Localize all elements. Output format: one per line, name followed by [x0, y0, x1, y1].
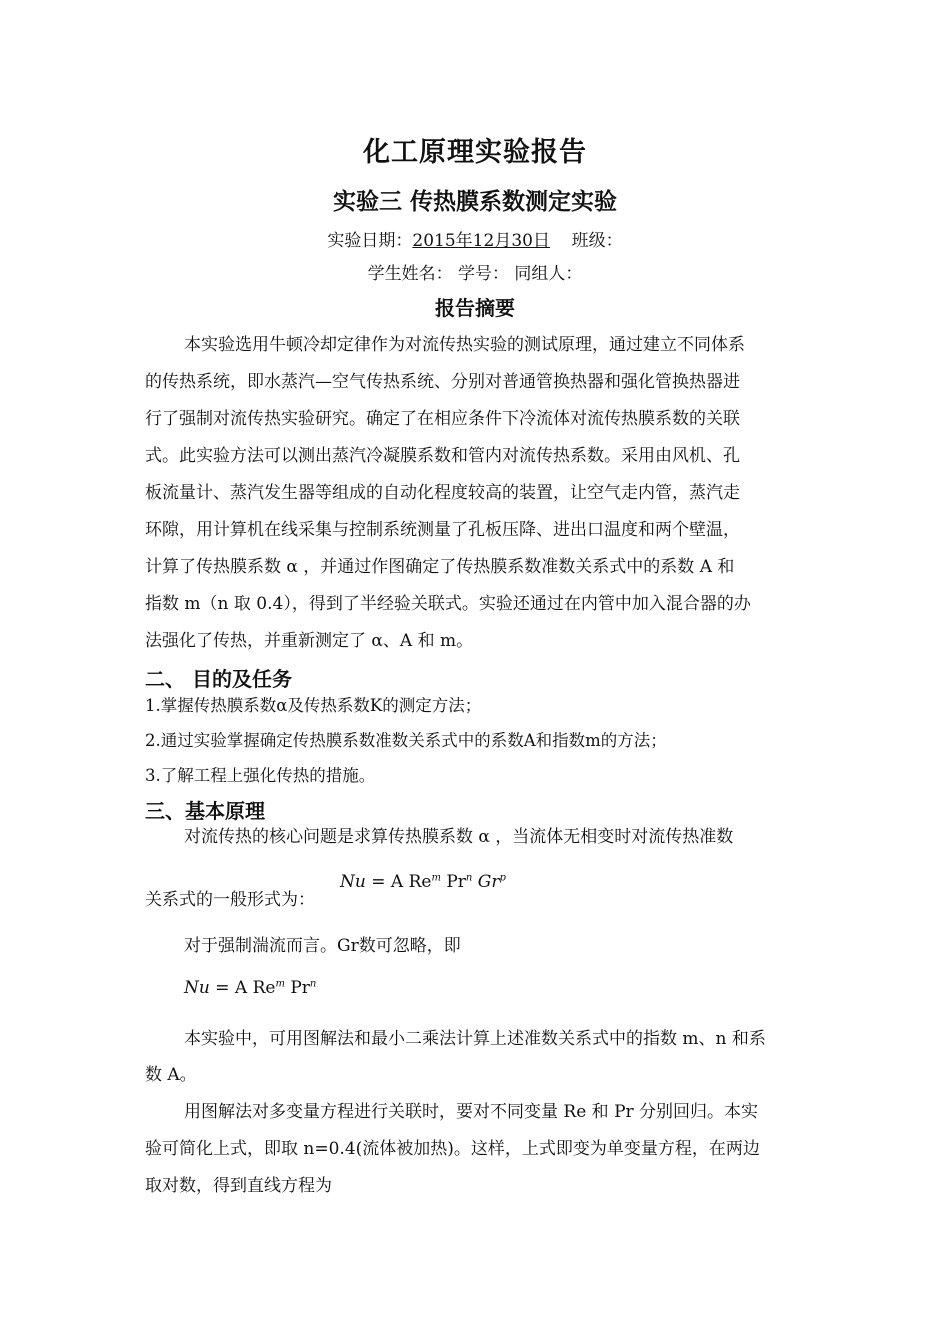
- abstract-line-9: 法强化了传热，并重新测定了 α、A 和 m。: [145, 631, 474, 651]
- task-item-1: 1.掌握传热膜系数α及传热系数K的测定方法；: [145, 696, 482, 715]
- abstract-line-4: 式。此实验方法可以测出蒸汽冷凝膜系数和管内对流传热系数。采用由风机、孔: [145, 446, 740, 466]
- principle-line-5: 验可简化上式，即取 n=0.4(流体被加热)。这样，上式即变为单变量方程，在两边: [145, 1139, 760, 1159]
- principle-line-1-cont: 关系式的一般形式为：: [145, 890, 315, 910]
- formula-general: Nu = A Re$^m$ Pr$^n$ Gr$^p$: [340, 872, 506, 892]
- abstract-line-3: 行了强制对流传热实验研究。确定了在相应条件下冷流体对流传热膜系数的关联: [145, 409, 740, 429]
- abstract-line-6: 环隙，用计算机在线采集与控制系统测量了孔板压降、进出口温度和两个壁温，: [145, 520, 740, 540]
- principle-line-2: 对于强制湍流而言。Gr数可忽略，即: [184, 936, 461, 956]
- formula-turbulent: Nu = A Re$^m$ Pr$^n$: [184, 978, 317, 998]
- abstract-line-5: 板流量计、蒸汽发生器等组成的自动化程度较高的装置，让空气走内管，蒸汽走: [145, 483, 740, 503]
- principle-line-6: 取对数，得到直线方程为: [145, 1176, 332, 1196]
- task-item-3: 3.了解工程上强化传热的措施。: [145, 766, 376, 785]
- date-label: 实验日期：: [327, 231, 413, 251]
- principle-line-3: 本实验中，可用图解法和最小二乘法计算上述准数关系式中的指数 m、n 和系: [184, 1029, 766, 1049]
- date-class-line: [0, 226, 950, 251]
- date-value: 2015年12月30日: [412, 231, 550, 251]
- section-3-heading: 三、基本原理: [145, 799, 265, 823]
- task-item-2: 2.通过实验掌握确定传热膜系数准数关系式中的系数A和指数m的方法；: [145, 731, 667, 750]
- class-label: 班级：: [571, 231, 623, 251]
- principle-line-1: 对流传热的核心问题是求算传热膜系数 α ，当流体无相变时对流传热准数: [184, 827, 734, 847]
- abstract-line-8: 指数 m（n 取 0.4），得到了半经验关联式。实验还通过在内管中加入混合器的办: [145, 594, 751, 614]
- abstract-heading: 报告摘要: [435, 296, 515, 320]
- report-title: 化工原理实验报告: [363, 137, 587, 168]
- abstract-line-7: 计算了传热膜系数 α ，并通过作图确定了传热膜系数准数关系式中的系数 A 和: [145, 557, 735, 577]
- principle-line-3-cont: 数 A。: [145, 1065, 197, 1085]
- section-2-heading: 二、 目的及任务: [145, 667, 292, 691]
- student-line: 学生姓名： 学号： 同组人：: [367, 264, 583, 284]
- abstract-line-2: 的传热系统，即水蒸汽—空气传热系统、分别对普通管换热器和强化管换热器进: [145, 372, 740, 392]
- principle-line-4: 用图解法对多变量方程进行关联时，要对不同变量 Re 和 Pr 分别回归。本实: [184, 1102, 759, 1122]
- experiment-subtitle: 实验三 传热膜系数测定实验: [332, 189, 617, 215]
- abstract-line-1: 本实验选用牛顿冷却定律作为对流传热实验的测试原理，通过建立不同体系: [184, 335, 745, 355]
